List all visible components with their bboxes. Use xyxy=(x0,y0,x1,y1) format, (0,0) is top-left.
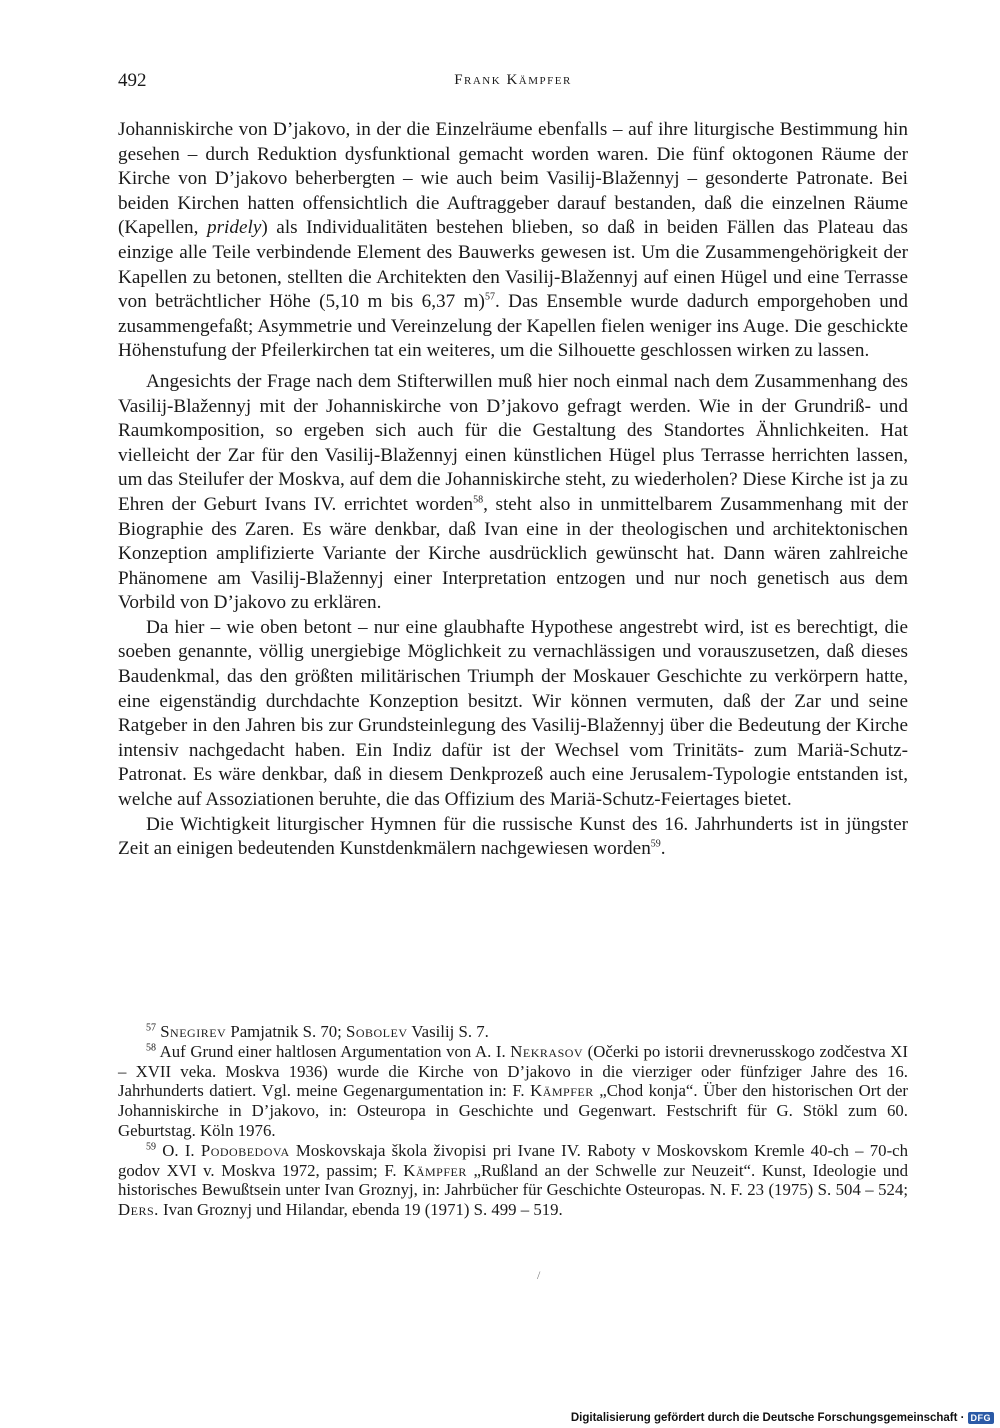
footnote-ref-59[interactable]: 59 xyxy=(650,838,661,850)
running-head: Frank Kämpfer xyxy=(454,72,572,88)
dfg-logo-icon: DFG xyxy=(968,1412,995,1424)
paragraph-4: Die Wichtigkeit liturgischer Hymnen für die russische Kunst des 16. Jahrhunderts ist in jüngster Zeit an einigen bedeutenden Kunstdenkmälern nachgewiesen worden$^{59}$. xyxy=(118,813,908,860)
footnote-ref-57[interactable]: 57 xyxy=(484,291,495,303)
body-text xyxy=(118,118,908,862)
footnote-58: $^{58}$ Auf Grund einer haltlosen Argumentation von A. I. Nekrasov (Očerki po istorii drevnerusskogo zodčestva XI – XVII veka. Moskva 1936) wurde die Kirche von D’jakovo in die vierziger oder fünfziger Jahre des 16. Jahrhunderts datiert. Vgl. meine Gegenargumentation in: F. Kämpfer „Chod konja“. Über den historischen Ort der Johanniskirche in D’jakovo, in: Osteuropa in Geschichte und Gegenwart. Festschrift für G. Stökl zum 60. Geburtstag. Köln 1976. xyxy=(118,1041,909,1140)
italic-term: pridely xyxy=(207,217,262,239)
paragraph-3: Da hier – wie oben betont – nur eine glaubhafte Hypothese angestrebt wird, ist es berechtigt, die soeben genannte, völlig unergiebige Möglichkeit zu vernachlässigen und vorauszusetzen, daß dieses Baudenkmal, das den größten militärischen Triumph der Moskauer Geschichte zu verkörpern hatte, eine eigenständig durchdachte Konzeption besitzt. Wir können vermuten, daß der Zar und seine Ratgeber in den Jahren bis zur Grundsteinlegung des Vasilij-Blažennyj über die Bedeutung der Kirche intensiv nachgedacht haben. Ein Indiz dafür ist der Wechsel vom Trinitäts- zum Mariä-Schutz-Patronat. Es wäre denkbar, daß in diesem Denkprozeß auch eine Jerusalem-Typologie entstanden ist, welche auf Assoziationen beruhte, die das Offizium des Mariä-Schutz-Feiertages bietet. xyxy=(118,616,908,811)
footnotes xyxy=(118,1022,908,1220)
footnote-57: $^{57}$ Snegirev Pamjatnik S. 70; Sobolev Vasilij S. 7. xyxy=(146,1022,489,1041)
paragraph-2: Angesichts der Frage nach dem Stifterwillen muß hier noch einmal nach dem Zusammenhang des Vasilij-Blažennyj mit der Johanniskirche von D’jakovo gefragt werden. Wie in der Grundriß- und Raumkomposition, so ergeben sich auch für die Gestaltung des Standortes Ähnlichkeiten. Hat vielleicht der Zar für den Vasilij-Blažennyj einen künstlichen Hügel plus Terrasse herrichten lassen, um das Steilufer der Moskva, auf dem die Johanniskirche steht, zu wiederholen? Diese Kirche ist ja zu Ehren der Geburt Ivans IV. errichtet worden$^{58}$, steht also in unmittelbarem Zusammenhang mit der Biographie des Zaren. Es wäre denkbar, daß Ivan eine in der theologischen und architektonischen Konzeption amplifizierte Variante der Kirche ausdrücklich gewünscht hat. Dann wären zahlreiche Phänomene am Vasilij-Blažennyj einer Interpretation entzogen und nur noch genetisch aus dem Vorbild von D’jakovo zu erklären. xyxy=(118,370,908,614)
footnote-59: $^{59}$ O. I. Podobedova Moskovskaja škola živopisi pri Ivane IV. Raboty v Moskovskom Kremle 40-ch – 70-ch godov XVI v. Moskva 1972, passim; F. Kämpfer „Rußland an der Schwelle zur Neuzeit“. Kunst, Ideologie und historisches Bewußtsein unter Ivan Groznyj, in: Jahrbücher für Geschichte Osteuropas. N. F. 23 (1975) S. 504 – 524; Ders. Ivan Groznyj und Hilandar, ebenda 19 (1971) S. 499 – 519. xyxy=(118,1140,909,1220)
page-number: 492 xyxy=(118,70,147,91)
page-header xyxy=(118,70,908,100)
stray-mark: / xyxy=(537,1268,541,1282)
digitization-credit xyxy=(571,1412,994,1424)
paragraph-1: Johanniskirche von D’jakovo, in der die Einzelräume ebenfalls – auf ihre liturgische Bestimmung hin gesehen – durch Reduktion dysfunktional gemacht worden waren. Die fünf oktogonen Räume der Kirche von D’jakovo beherbergten – wie auch beim Vasilij-Blažennyj – gesonderte Patronate. Bei beiden Kirchen hatten offensichtlich die Auftraggeber darauf bestanden, daß die einzelnen Räume (Kapellen, pridely) als Individualitäten bestehen blieben, so daß in beiden Fällen das Plateau das einzige alle Teile verbindende Element des Bauwerks gewesen ist. Um die Zusammengehörigkeit der Kapellen zu betonen, stellten die Architekten den Vasilij-Blažennyj auf einen Hügel und eine Terrasse von beträchtlicher Höhe (5,10 m bis 6,37 m)$^{57}$. Das Ensemble wurde dadurch emporgehoben und zusammengefaßt; Asymmetrie und Vereinzelung der Kapellen fielen weniger ins Auge. Die geschickte Höhenstufung der Pfeilerkirchen tat ein weiteres, um die Silhouette geschlossen wirken zu lassen. xyxy=(118,119,908,362)
footnote-ref-58[interactable]: 58 xyxy=(473,494,484,506)
credit-text: Digitalisierung gefördert durch die Deutsche Forschungsgemeinschaft · xyxy=(570,1412,965,1424)
